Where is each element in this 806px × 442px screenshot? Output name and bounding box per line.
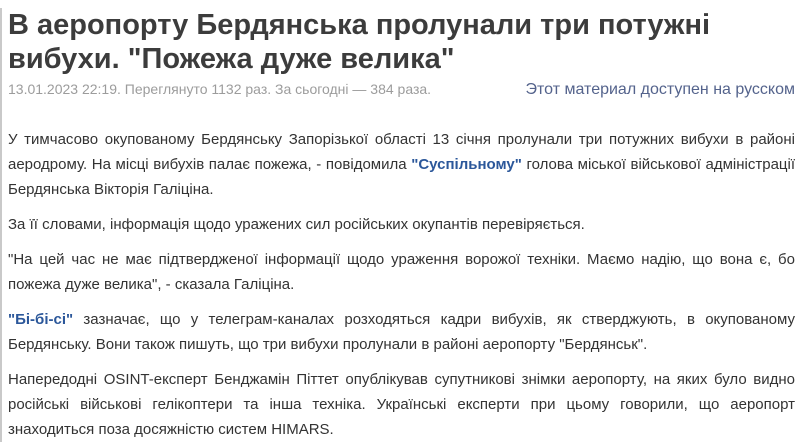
paragraph-4-text-after: зазначає, що у телеграм-каналах розходяться кадри вибухів, як стверджують, в окупованому Бердянську. Вони також пишуть, що три вибухи пролунали в районі аеропорту "Бердянськ". [8,311,795,353]
paragraph-1-text-before: У тимчасово окупованому Бердянську Запорізької області 13 січня пролунали три потужних вибухи в районі аеродрому. На місці вибухів палає пожежа, - повідомила [8,131,795,173]
article-body [8,127,795,442]
article-paragraph-2: За її словами, інформація щодо уражених сил російських окупантів перевіряється. [8,216,585,233]
paragraph-1-text-after: голова міської військової адміністрації Бердянська Вікторія Галіціна. [8,156,795,198]
suspilne-link[interactable]: "Суспільному" [411,156,522,173]
article-meta-row [8,81,795,99]
article-date-views: 13.01.2023 22:19. Переглянуто 1132 раз. За сьогодні — 384 раза. [8,81,432,97]
article-paragraph-1 [8,127,795,202]
russian-version-link[interactable]: Этот материал доступен на русском [525,81,795,98]
article-title: В аеропорту Бердянська пролунали три потужні вибухи. "Пожежа дуже велика" [8,9,711,75]
article-paragraph-5: Напередодні OSINT-експерт Бенджамін Піттет опублікував супутникові знімки аеропорту, на яких було видно російські військові гелікоптери та інша техніка. Українські експерти при цьому говорили, що аеропорт знаходиться поза досяжністю систем HIMARS. [8,371,795,438]
article-page [0,8,806,442]
article-paragraph-4 [8,307,795,357]
bbc-link[interactable]: "Бі-бі-сі" [8,311,74,328]
article-paragraph-3: "На цей час не має підтвердженої інформації щодо ураження ворожої техніки. Маємо надію, що вона є, бо пожежа дуже велика", - сказала Галіціна. [8,251,795,293]
